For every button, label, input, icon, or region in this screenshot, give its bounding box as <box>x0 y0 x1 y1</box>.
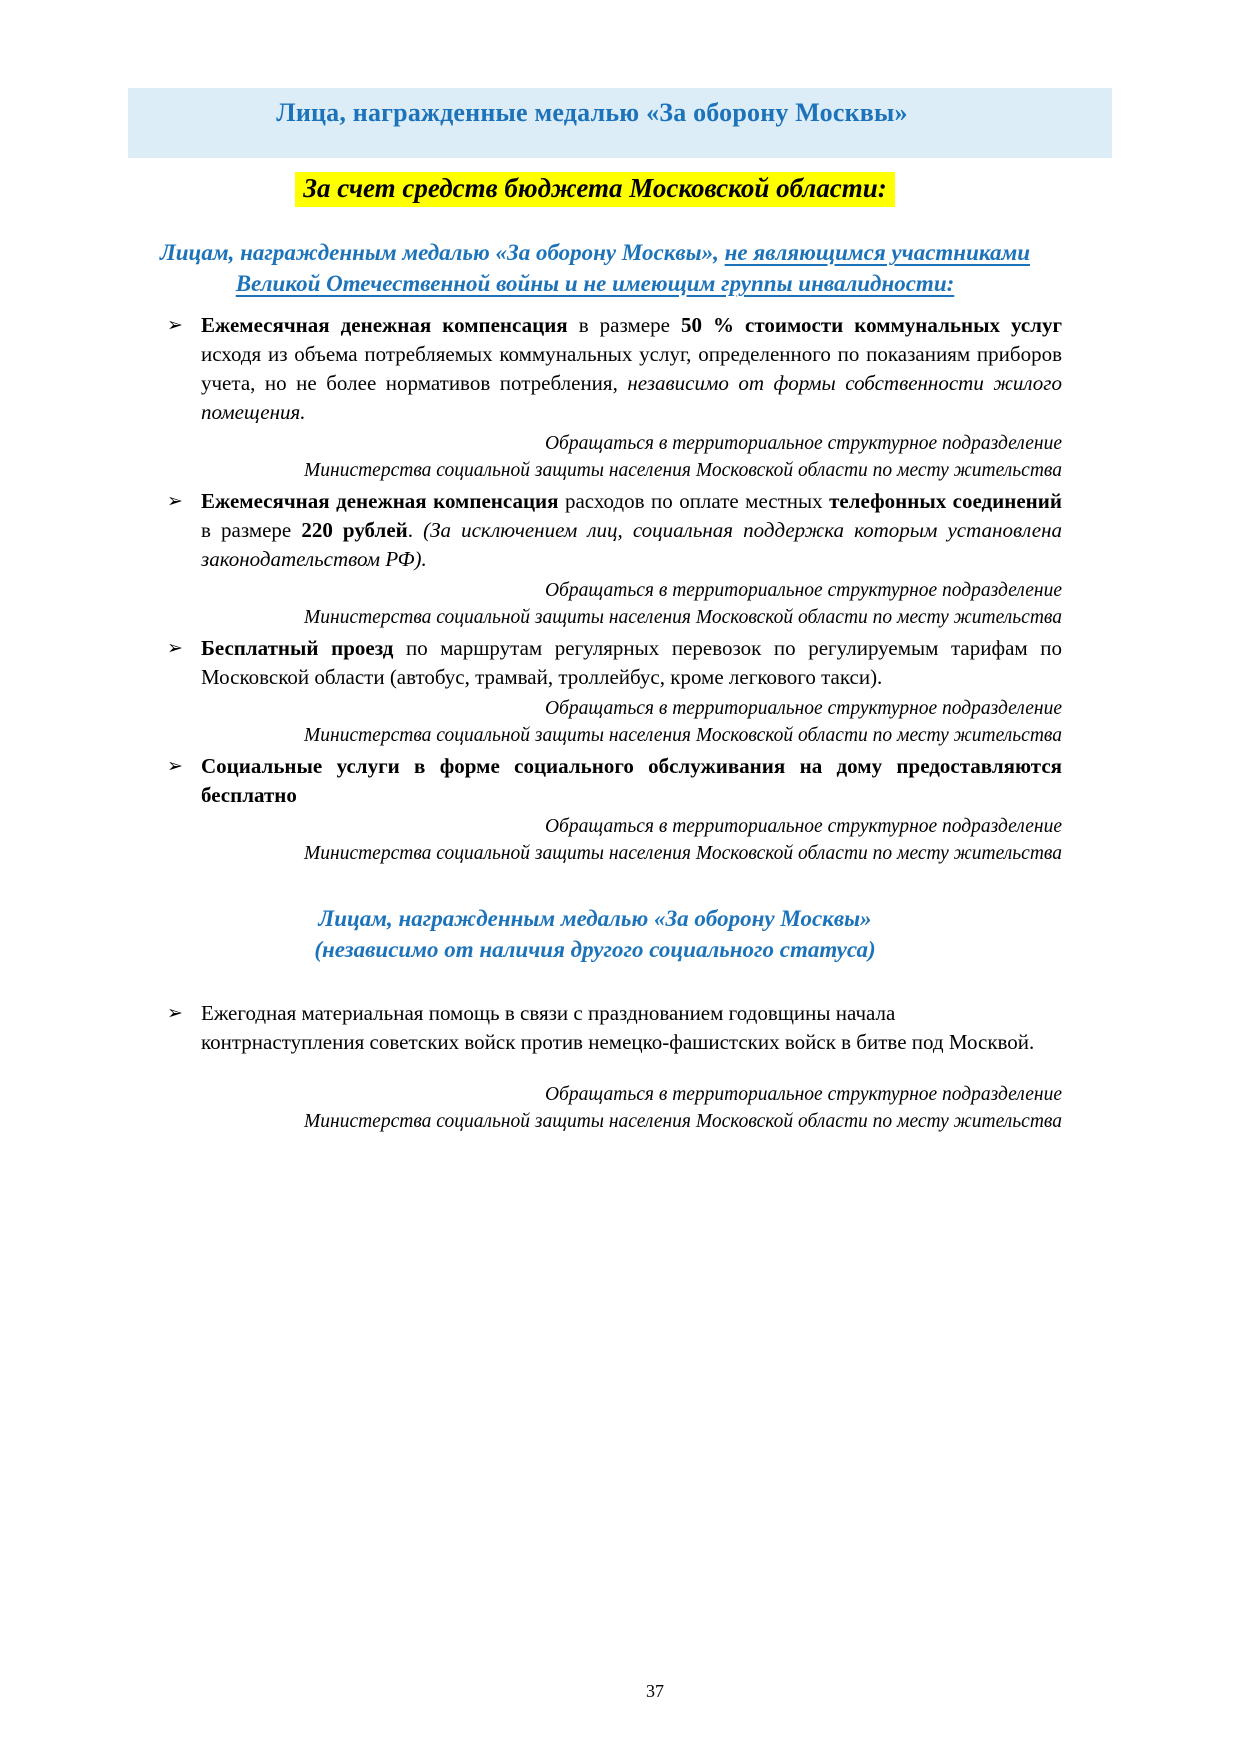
text-run: Ежегодная материальная помощь в связи с празднованием годовщины начала контрнаступления советских войск против немецко-фашистских войск в битве под Москвой. <box>201 1001 1035 1054</box>
text-run: по маршрутам регулярных перевозок по регулируемым тарифам по Московской области (автобус, трамвай, троллейбус, кроме легкового такси). <box>201 636 1062 689</box>
text-run: независимо от формы собственности жилого помещения. <box>201 371 1063 424</box>
section1-heading-line2-underlined: Великой Отечественной войны и не имеющим группы инвалидности: <box>235 271 955 296</box>
contact-note-line1: Обращаться в территориальное структурное подразделение <box>544 580 1062 601</box>
benefit-content <box>201 752 1062 867</box>
text-run: расходов по оплате местных <box>558 489 830 513</box>
banner <box>128 88 1112 158</box>
benefit-text <box>201 634 1062 692</box>
text-run: телефонных соединений <box>829 489 1062 513</box>
contact-note-line1: Обращаться в территориальное структурное подразделение <box>544 698 1062 719</box>
benefit-item <box>128 311 1062 484</box>
page-number: 37 <box>646 1681 664 1701</box>
contact-note <box>201 430 1062 484</box>
text-run: исходя из объема потребляемых коммунальных услуг, определенного по показаниям приборов учета, но не более нормативов потребления, <box>201 342 1062 395</box>
contact-note <box>201 577 1062 631</box>
benefit-content <box>201 487 1062 631</box>
text-run: (За исключением лиц, социальная поддержка которым установлена законодательством РФ). <box>201 518 1063 571</box>
contact-note <box>201 1081 1062 1135</box>
text-run: 220 рублей <box>301 518 408 542</box>
page-content <box>128 237 1062 1135</box>
budget-title: За счет средств бюджета Московской области: <box>295 172 895 207</box>
benefit-item <box>128 634 1062 749</box>
contact-note-line1: Обращаться в территориальное структурное подразделение <box>544 816 1062 837</box>
benefit-item <box>128 487 1062 631</box>
bullet-arrow-icon: ➢ <box>167 315 183 336</box>
contact-note-line2: Министерства социальной защиты населения Московской области по месту жительства <box>304 1111 1062 1132</box>
section2-heading-line2: (независимо от наличия другого социального статуса) <box>314 937 876 962</box>
contact-note-line1: Обращаться в территориальное структурное подразделение <box>544 1084 1062 1105</box>
benefit-item <box>128 752 1062 867</box>
section2-heading <box>128 903 1062 965</box>
text-run: Бесплатный проезд <box>201 636 394 660</box>
section1-heading-line1-underlined: не являющимся участниками <box>724 240 1031 265</box>
contact-note-line2: Министерства социальной защиты населения Московской области по месту жительства <box>304 725 1062 746</box>
section2-heading-line1: Лицам, награжденным медалью «За оборону Москвы» <box>318 906 872 931</box>
benefits-list-section1 <box>128 311 1062 867</box>
bullet-arrow-icon: ➢ <box>167 756 183 777</box>
contact-note <box>201 813 1062 867</box>
text-run: Ежемесячная денежная компенсация <box>201 489 559 513</box>
section1-heading <box>128 237 1062 299</box>
benefit-content <box>201 999 1062 1135</box>
page-footer <box>0 1681 1240 1702</box>
benefit-text <box>201 752 1062 810</box>
bullet-arrow-icon: ➢ <box>167 1003 183 1024</box>
contact-note-line2: Министерства социальной защиты населения Московской области по месту жительства <box>304 843 1062 864</box>
budget-title-row <box>128 172 1062 207</box>
benefit-text <box>201 311 1062 427</box>
bullet-arrow-icon: ➢ <box>167 638 183 659</box>
benefit-content <box>201 311 1062 484</box>
text-run: . <box>407 518 424 542</box>
text-run: в размере <box>578 313 681 337</box>
text-run: в размере <box>201 518 302 542</box>
benefit-text <box>201 999 1062 1057</box>
text-run: 50 % стоимости коммунальных услуг <box>680 313 1063 337</box>
text-run: Ежемесячная денежная компенсация <box>201 313 568 337</box>
text-run: Социальные услуги в форме социального обслуживания на дому предоставляются бесплатно <box>201 754 1062 807</box>
contact-note-line2: Министерства социальной защиты населения Московской области по месту жительства <box>304 460 1062 481</box>
benefit-text <box>201 487 1062 574</box>
benefit-item <box>128 999 1062 1135</box>
contact-note <box>201 695 1062 749</box>
banner-title: Лица, награжденные медалью «За оборону Москвы» <box>276 98 908 127</box>
bullet-arrow-icon: ➢ <box>167 491 183 512</box>
benefits-list-section2 <box>128 999 1062 1135</box>
contact-note-line2: Министерства социальной защиты населения Московской области по месту жительства <box>304 607 1062 628</box>
section1-heading-line1-normal: Лицам, награжденным медалью «За оборону Москвы», <box>159 240 725 265</box>
contact-note-line1: Обращаться в территориальное структурное подразделение <box>544 433 1062 454</box>
benefit-content <box>201 634 1062 749</box>
